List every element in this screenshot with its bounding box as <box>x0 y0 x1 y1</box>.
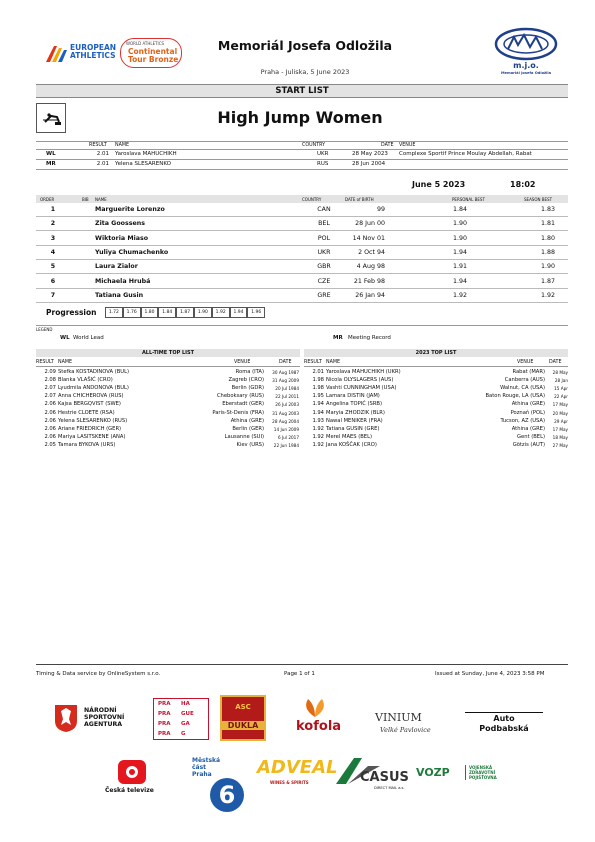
alltime-name: Anna CHICHEROVA (RUS) <box>58 393 124 400</box>
alltime-name: Mariya LASITSKENE (ANA) <box>58 433 126 440</box>
footer-timing: Timing & Data service by OnlineSystem s.r.o. <box>36 671 161 677</box>
alltime-venue: Paris-St-Denis (FRA) <box>212 409 264 416</box>
alltime-title: ALL-TIME TOP LIST <box>141 350 195 356</box>
progression-height: 1.84 <box>158 307 176 318</box>
top2023-result: 1.93 <box>312 417 324 424</box>
startlist-order: 3 <box>50 234 56 242</box>
record-date: 28 May 2023 <box>352 151 388 157</box>
startlist-dob: 14 Nov 01 <box>352 234 385 242</box>
top2023-col-name: NAME <box>326 360 341 365</box>
alltime-date: 26 Jul 2003 <box>275 402 299 408</box>
alltime-venue: Berlin (GER) <box>232 425 264 432</box>
footer-divider <box>36 664 568 665</box>
top2023-name: Angelina TOPIĆ (SRB) <box>326 401 383 408</box>
top2023-venue: Poznań (POL) <box>510 409 545 416</box>
sponsor-casus-sub: DIRECT MAIL a.s. <box>374 786 405 790</box>
startlist-order: 4 <box>50 248 56 256</box>
legend-text-mr: Meeting Record <box>348 335 391 341</box>
startlist-name: Marguerite Lorenzo <box>95 206 165 213</box>
alltime-name: Lyudmila ANDONOVA (BUL) <box>58 385 129 392</box>
record-type: WL <box>46 151 56 157</box>
records-col-result: RESULT <box>89 143 107 148</box>
row-divider <box>36 273 568 274</box>
startlist-sb: 1.92 <box>540 291 555 299</box>
startlist-country: GRE <box>317 291 331 299</box>
top2023-result: 1.94 <box>312 409 324 416</box>
record-result: 2.01 <box>96 161 109 167</box>
top2023-name: Tatiana GUSIN (GRE) <box>326 425 380 432</box>
alltime-venue: Cheboksary (RUS) <box>216 393 264 400</box>
startlist-dob: 26 Jan 94 <box>355 291 385 299</box>
progression-height: 1.72 <box>105 307 123 318</box>
continental-tour-small: WORLD ATHLETICS <box>126 41 165 46</box>
footer-page: Page 1 of 1 <box>284 671 315 677</box>
top2023-col-date: DATE <box>549 360 562 365</box>
meeting-title: Memoriál Josefa Odložila <box>217 38 393 53</box>
col-order: ORDER <box>40 197 55 202</box>
startlist-order: 1 <box>50 206 56 213</box>
alltime-date: 20 Jul 1984 <box>275 386 299 392</box>
records-col-date: DATE <box>381 143 394 148</box>
legend-label: LEGEND <box>36 327 53 332</box>
alltime-result: 2.06 <box>44 425 56 432</box>
legend-code-mr: MR <box>333 335 343 341</box>
alltime-col-venue: VENUE <box>234 360 251 365</box>
startlist-pb: 1.91 <box>452 263 467 271</box>
progression-height: 1.90 <box>194 307 212 318</box>
record-date: 28 Jun 2004 <box>352 161 386 167</box>
sponsor-ct: Česká televize <box>105 787 154 794</box>
top2023-name: Jana KOŠČAK (CRO) <box>326 441 377 448</box>
footer-issued: Issued at Sunday, June 4, 2023 3:58 PM <box>435 671 545 677</box>
row-divider <box>36 288 568 289</box>
alltime-name: Stefka KOSTADINOVA (BUL) <box>58 369 129 375</box>
sponsor-praha: PRA HA PRA GUE PRA GA PRA G <box>153 698 209 740</box>
alltime-date: 14 Jun 2009 <box>273 426 299 432</box>
startlist-name: Wiktoria Miaso <box>95 234 149 242</box>
alltime-venue: Kiev (URS) <box>236 441 264 448</box>
top2023-venue: Athina (GRE) <box>511 425 545 432</box>
meeting-subtitle: Praha - Juliska, 5 June 2023 <box>260 68 350 76</box>
alltime-name: Hestrie CLOETE (RSA) <box>58 409 115 416</box>
top2023-name: Nicola OLYSLAGERS (AUS) <box>326 377 394 384</box>
alltime-date: 6 Jul 2017 <box>277 434 299 440</box>
top2023-venue: Tucson, AZ (USA) <box>500 417 545 424</box>
continental-tour-text: Continental Tour Bronze <box>128 47 179 64</box>
divider <box>36 149 568 150</box>
legend-text-wl: World Lead <box>73 335 104 341</box>
record-name: Yelena SLESARENKO <box>115 161 171 167</box>
alltime-col-name: NAME <box>58 360 73 365</box>
startlist-country: BEL <box>318 220 330 228</box>
startlist-dob: 28 Jun 00 <box>355 220 385 228</box>
event-title: High Jump Women <box>217 108 383 127</box>
startlist-dob: 99 <box>376 206 385 213</box>
startlist-pb: 1.94 <box>452 277 467 285</box>
startlist-sb: 1.80 <box>540 234 555 242</box>
records-col-name: NAME <box>115 143 130 148</box>
top2023-date: 20 May <box>552 410 568 416</box>
top2023-name: Maryia ZHODZIK (BLR) <box>326 409 385 416</box>
startlist-order: 6 <box>50 277 56 285</box>
startlist-country: CAN <box>317 206 331 213</box>
sponsor-praha6: Městská část Praha <box>192 757 221 778</box>
top2023-result: 1.92 <box>312 433 324 440</box>
top2023-venue: Athina (GRE) <box>511 401 545 408</box>
sponsor-adveal: ADVEAL <box>257 757 338 778</box>
startlist-pb: 1.94 <box>452 248 467 256</box>
alltime-col-date: DATE <box>279 360 292 365</box>
top2023-result: 1.92 <box>312 441 324 448</box>
alltime-result: 2.06 <box>44 417 56 424</box>
high-jump-icon <box>36 103 66 133</box>
progression-height: 1.94 <box>230 307 248 318</box>
alltime-col-result: RESULT <box>36 360 54 365</box>
row-divider <box>36 216 568 217</box>
startlist-order: 5 <box>50 263 56 271</box>
alltime-name: Ariane FRIEDRICH (GER) <box>58 425 122 432</box>
col-country: COUNTRY <box>302 197 322 202</box>
top2023-venue: Baton Rouge, LA (USA) <box>485 393 545 400</box>
startlist-name: Tatiana Gusin <box>95 291 144 299</box>
top2023-result: 2.01 <box>312 369 324 375</box>
alltime-name: Kajsa BERGQVIST (SWE) <box>58 401 121 408</box>
alltime-name: Yelena SLESARENKO (RUS) <box>58 417 128 424</box>
startlist-pb: 1.90 <box>452 234 467 242</box>
row-divider <box>36 259 568 260</box>
top2023-result: 1.98 <box>312 377 324 384</box>
top2023-date: 28 May <box>552 370 568 375</box>
sponsor-kofola: kofola <box>296 719 342 734</box>
row-divider <box>36 302 568 303</box>
top2023-name: Vashti CUNNINGHAM (USA) <box>326 385 397 392</box>
mjo-logo-icon <box>494 27 558 61</box>
divider <box>36 169 568 170</box>
progression-height: 1.80 <box>141 307 159 318</box>
legend-code-wl: WL <box>60 335 70 341</box>
alltime-result: 2.07 <box>44 385 56 392</box>
record-country: UKR <box>317 151 329 157</box>
top2023-name: Lamara DISTIN (JAM) <box>326 393 380 400</box>
top2023-venue: Walnut, CA (USA) <box>500 385 545 392</box>
startlist-country: UKR <box>317 248 331 256</box>
top2023-date: 18 May <box>552 434 568 440</box>
kofola-leaf-icon <box>300 697 330 719</box>
sponsor-vinium: VINIUM <box>375 711 422 724</box>
progression-height: 1.96 <box>247 307 265 318</box>
alltime-date: 22 Jul 2011 <box>275 394 299 400</box>
top2023-date: 28 Jan <box>554 378 568 384</box>
startlist-order: 2 <box>50 220 56 228</box>
alltime-date: 31 Aug 2003 <box>272 410 299 416</box>
sponsor-vozp: VOZP <box>416 766 450 779</box>
startlist-sb: 1.81 <box>540 220 555 228</box>
top2023-date: 17 May <box>552 402 568 408</box>
startlist-sb: 1.90 <box>540 263 555 271</box>
top2023-result: 1.92 <box>312 425 324 432</box>
alltime-name: Blanka VLAŠIĆ (CRO) <box>58 377 113 384</box>
mjo-logo-text: m.j.o. <box>513 61 539 70</box>
top2023-col-result: RESULT <box>304 360 322 365</box>
startlist-sb: 1.87 <box>540 277 555 285</box>
sponsor-praha6-number: 6 <box>210 778 244 812</box>
alltime-venue: Berlin (GDR) <box>231 385 264 392</box>
record-venue: Complexe Sportif Prince Moulay Abdellah, Rabat <box>399 151 532 157</box>
alltime-result: 2.05 <box>44 441 56 448</box>
alltime-result: 2.06 <box>44 401 56 408</box>
top2023-venue: Canberra (AUS) <box>504 377 545 384</box>
startlist-name: Laura Zialor <box>95 263 138 271</box>
divider <box>36 159 568 160</box>
sponsor-nsa: NÁRODNÍ SPORTOVNÍ AGENTURA <box>84 707 125 728</box>
sponsor-asc-dukla: ASC DUKLA <box>220 695 266 741</box>
alltime-venue: Lausanne (SUI) <box>224 433 264 440</box>
top2023-date: 17 May <box>552 426 568 432</box>
startlist-country: GBR <box>317 263 331 271</box>
startlist-pb: 1.90 <box>452 220 467 228</box>
progression-height: 1.92 <box>212 307 230 318</box>
startlist-dob: 21 Feb 98 <box>353 277 385 285</box>
progression-label: Progression <box>46 308 97 317</box>
top2023-name: Yaroslava MAHUCHIKH (UKR) <box>326 369 401 375</box>
startlist-dob: 2 Oct 94 <box>358 248 385 256</box>
alltime-date: 30 Aug 1987 <box>272 370 299 375</box>
startlist-order: 7 <box>50 291 56 299</box>
alltime-result: 2.06 <box>44 409 56 416</box>
section-title: START LIST <box>36 84 568 98</box>
startlist-pb: 1.84 <box>452 206 467 213</box>
top2023-result: 1.95 <box>312 393 324 400</box>
top2023-date: 29 Apr <box>554 418 568 424</box>
startlist-name: Michaela Hrubá <box>95 277 151 285</box>
alltime-result: 2.09 <box>44 369 56 375</box>
top2023-title: 2023 TOP LIST <box>415 350 457 356</box>
col-bib: BIB <box>82 197 89 202</box>
alltime-result: 2.06 <box>44 433 56 440</box>
european-athletics-logo: EUROPEAN ATHLETICS <box>70 43 117 60</box>
sponsor-adveal-sub: WINES & SPIRITS <box>270 780 309 785</box>
alltime-venue: Roma (ITA) <box>235 369 264 375</box>
col-dob: DATE of BIRTH <box>345 197 374 202</box>
sponsor-vinium-sub: Velké Pavlovice <box>380 726 431 734</box>
top2023-col-venue: VENUE <box>517 360 534 365</box>
startlist-pb: 1.92 <box>452 291 467 299</box>
startlist-sb: 1.88 <box>540 248 555 256</box>
alltime-date: 31 Aug 2009 <box>272 378 299 384</box>
top2023-venue: Rabat (MAR) <box>512 369 545 375</box>
record-name: Yaroslava MAHUCHIKH <box>115 151 177 157</box>
top2023-date: 22 Apr <box>554 394 568 400</box>
alltime-venue: Zagreb (CRO) <box>228 377 264 384</box>
european-athletics-logo-icon <box>42 42 68 66</box>
alltime-name: Tamara BYKOVA (URS) <box>58 441 116 448</box>
top2023-venue: Gent (BEL) <box>517 433 545 440</box>
start-time: 18:02 <box>510 180 536 189</box>
startlist-country: CZE <box>317 277 331 285</box>
startlist-name: Zita Goossens <box>95 220 145 228</box>
sponsor-vozp-sub: VOJENSKÁ ZDRAVOTNÍ POJIŠŤOVNA <box>465 765 497 780</box>
startlist-dob: 4 Aug 98 <box>356 263 385 271</box>
progression-height: 1.87 <box>176 307 194 318</box>
mjo-logo-subtext: Memoriál Josefa Odložila <box>500 71 552 75</box>
top2023-date: 27 May <box>552 442 568 448</box>
col-sb: SEASON BEST <box>524 197 553 202</box>
record-country: RUS <box>317 161 329 167</box>
record-type: MR <box>46 161 56 167</box>
records-col-country: COUNTRY <box>302 143 326 148</box>
records-col-venue: VENUE <box>399 143 416 148</box>
col-pb: PERSONAL BEST <box>452 197 485 202</box>
top2023-date: 15 Apr <box>554 386 568 392</box>
alltime-result: 2.07 <box>44 393 56 400</box>
sponsor-auto-podbabska: Auto Podbabská <box>465 712 543 734</box>
ct-logo-icon <box>117 759 147 785</box>
col-name: NAME <box>95 197 107 202</box>
alltime-venue: Eberstadt (GER) <box>222 401 264 408</box>
top2023-result: 1.98 <box>312 385 324 392</box>
alltime-date: 28 Aug 2004 <box>272 418 299 424</box>
alltime-venue: Athina (GRE) <box>230 417 264 424</box>
top2023-name: Merel MAES (BEL) <box>326 433 372 440</box>
startlist-name: Yuliya Chumachenko <box>95 248 169 256</box>
start-date: June 5 2023 <box>412 180 466 189</box>
alltime-result: 2.08 <box>44 377 56 384</box>
progression-height: 1.76 <box>123 307 141 318</box>
record-result: 2.01 <box>96 151 109 157</box>
row-divider <box>36 230 568 231</box>
sponsor-casus: CASUS <box>360 770 409 785</box>
row-divider <box>36 245 568 246</box>
startlist-country: POL <box>317 234 331 242</box>
divider <box>36 366 300 367</box>
top2023-result: 1.94 <box>312 401 324 408</box>
divider <box>304 366 568 367</box>
divider <box>36 325 568 326</box>
startlist-sb: 1.83 <box>540 206 555 213</box>
alltime-date: 22 Jun 1984 <box>273 442 299 448</box>
czech-lion-icon <box>53 703 79 733</box>
top2023-venue: Götzis (AUT) <box>512 441 545 448</box>
top2023-name: Nawal MENIKER (FRA) <box>326 417 383 424</box>
